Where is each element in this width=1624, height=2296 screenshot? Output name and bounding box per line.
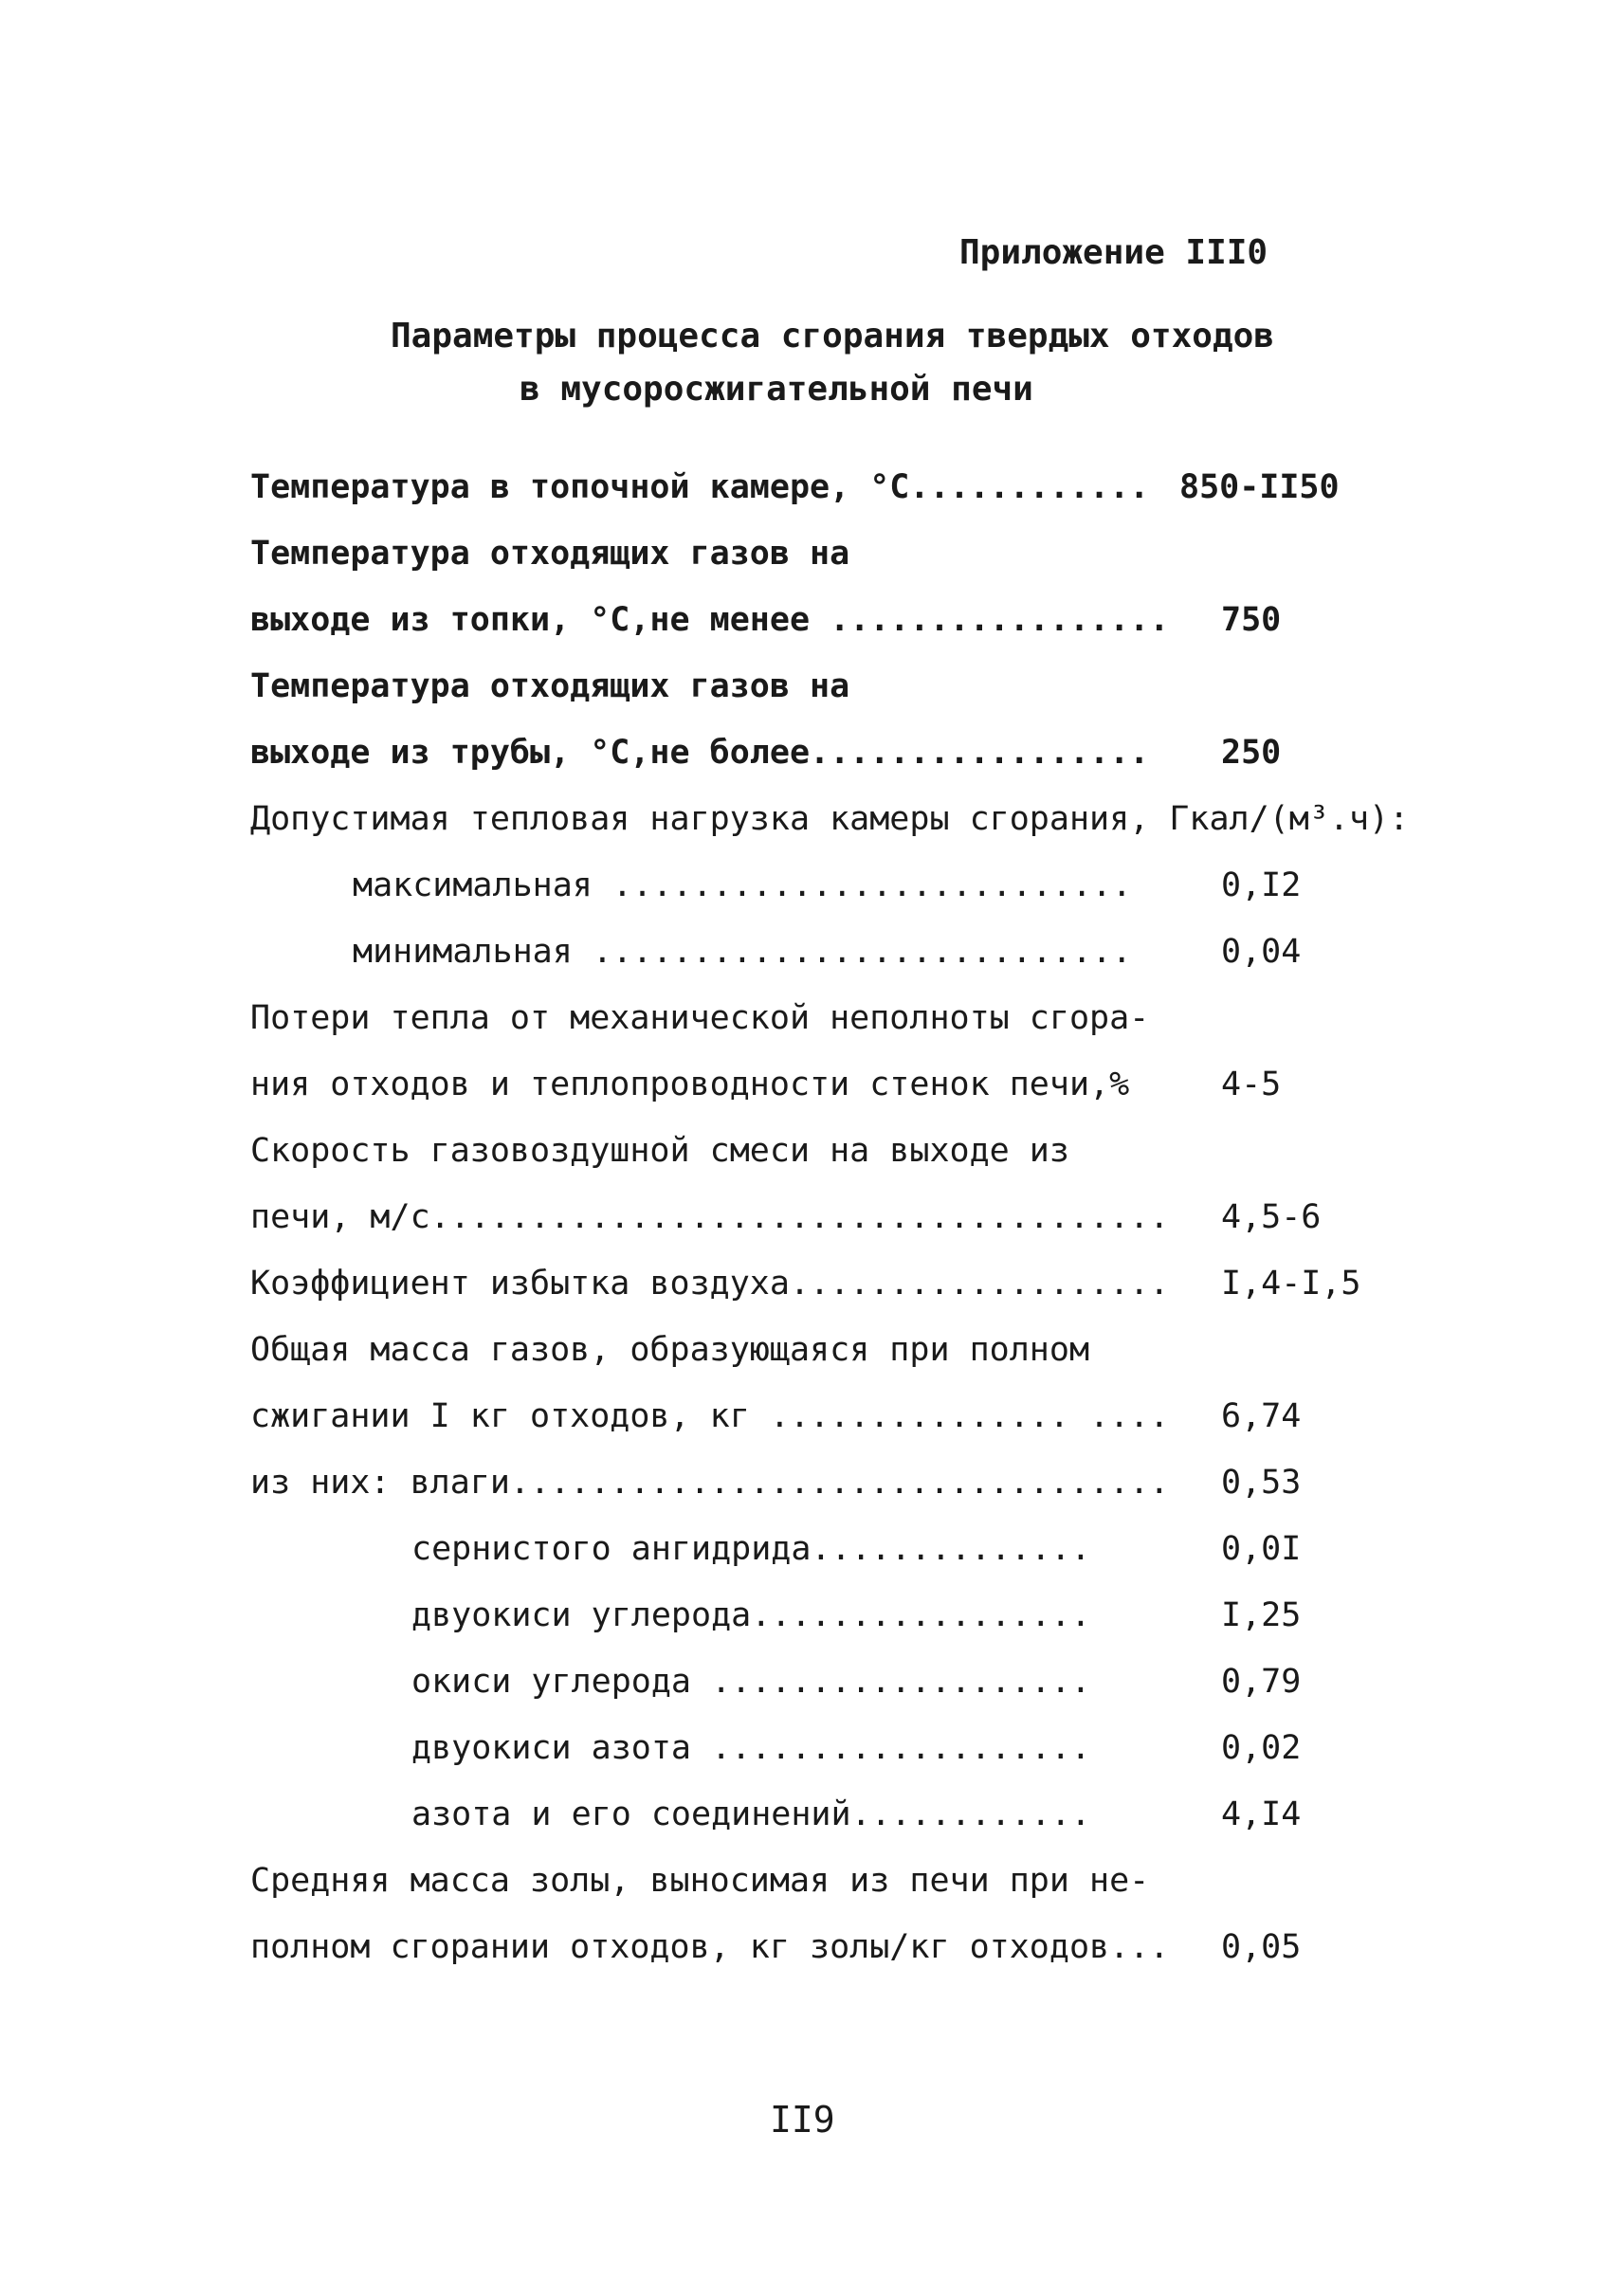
param-value: 0,04 <box>1221 933 1302 971</box>
param-value: 0,05 <box>1221 1928 1302 1966</box>
param-text: минимальная ........................... <box>353 933 1132 971</box>
param-text: сжигании I кг отходов, кг ............... .... <box>250 1397 1170 1435</box>
page-number: II9 <box>770 2099 835 2141</box>
param-line <box>250 1325 1369 1375</box>
param-value: 0,0I <box>1221 1530 1302 1568</box>
param-line <box>250 529 1369 578</box>
param-text: Температура отходящих газов на <box>250 667 850 705</box>
param-value: 0,79 <box>1221 1663 1302 1701</box>
param-value: 4,I4 <box>1221 1795 1302 1833</box>
param-line <box>250 1060 1369 1109</box>
param-text: печи, м/с..................................... <box>250 1198 1170 1236</box>
param-line <box>250 1723 1369 1773</box>
param-line <box>250 662 1369 711</box>
param-text: максимальная .......................... <box>353 866 1132 904</box>
param-value: 850-II50 <box>1179 468 1340 506</box>
param-line <box>250 1856 1369 1905</box>
param-text: ния отходов и теплопроводности стенок печи,% <box>250 1066 1130 1103</box>
param-line <box>250 993 1369 1043</box>
title-line-1: Параметры процесса сгорания твердых отходов <box>391 317 1274 355</box>
param-text: выходе из топки, °С,не менее ................. <box>250 601 1170 639</box>
param-line <box>250 1259 1369 1308</box>
param-text: Скорость газовоздушной смеси на выходе из <box>250 1132 1069 1170</box>
param-text: Температура отходящих газов на <box>250 535 850 573</box>
param-text: Допустимая тепловая нагрузка камеры сгорания, Гкал/(м³.ч): <box>250 800 1410 838</box>
param-line <box>250 861 1369 910</box>
param-line <box>250 1524 1369 1574</box>
param-value: 750 <box>1221 601 1282 639</box>
param-line <box>250 794 1410 844</box>
param-text: Температура в топочной камере, °С............ <box>250 468 1150 506</box>
param-text: окиси углерода ................... <box>411 1663 1091 1701</box>
param-value: I,4-I,5 <box>1221 1265 1361 1303</box>
param-value: 250 <box>1221 734 1282 772</box>
param-text: двуокиси углерода................. <box>411 1596 1091 1634</box>
param-line <box>250 1392 1369 1441</box>
param-line <box>250 1126 1369 1175</box>
param-line <box>250 1922 1369 1972</box>
param-value: 6,74 <box>1221 1397 1302 1435</box>
param-line <box>250 1657 1369 1706</box>
param-text: Средняя масса золы, выносимая из печи при не- <box>250 1862 1150 1900</box>
param-line <box>250 927 1369 976</box>
param-value: 0,02 <box>1221 1729 1302 1767</box>
param-value: I,25 <box>1221 1596 1302 1634</box>
param-line <box>250 1591 1369 1640</box>
param-line <box>250 463 1369 512</box>
param-line <box>250 728 1369 777</box>
param-text: сернистого ангидрида.............. <box>411 1530 1091 1568</box>
param-value: 0,53 <box>1221 1464 1302 1502</box>
param-text: из них: влаги................................. <box>250 1464 1170 1502</box>
param-value: 4-5 <box>1221 1066 1282 1103</box>
param-text: Коэффициент избытка воздуха................... <box>250 1265 1170 1303</box>
appendix-label: Приложение III0 <box>959 233 1268 272</box>
param-line <box>250 595 1369 645</box>
param-text: двуокиси азота ................... <box>411 1729 1091 1767</box>
param-line <box>250 1193 1369 1242</box>
param-line <box>250 1790 1369 1839</box>
title-line-2: в мусоросжигательной печи <box>520 370 1033 409</box>
param-value: 4,5-6 <box>1221 1198 1322 1236</box>
param-text: Общая масса газов, образующаяся при полном <box>250 1331 1090 1369</box>
param-text: Потери тепла от механической неполноты сгора- <box>250 999 1150 1037</box>
param-text: азота и его соединений............ <box>411 1795 1091 1833</box>
param-text: полном сгорании отходов, кг золы/кг отходов... <box>250 1928 1170 1966</box>
param-text: выходе из трубы, °С,не более................. <box>250 734 1150 772</box>
param-value: 0,I2 <box>1221 866 1302 904</box>
param-line <box>250 1458 1369 1507</box>
